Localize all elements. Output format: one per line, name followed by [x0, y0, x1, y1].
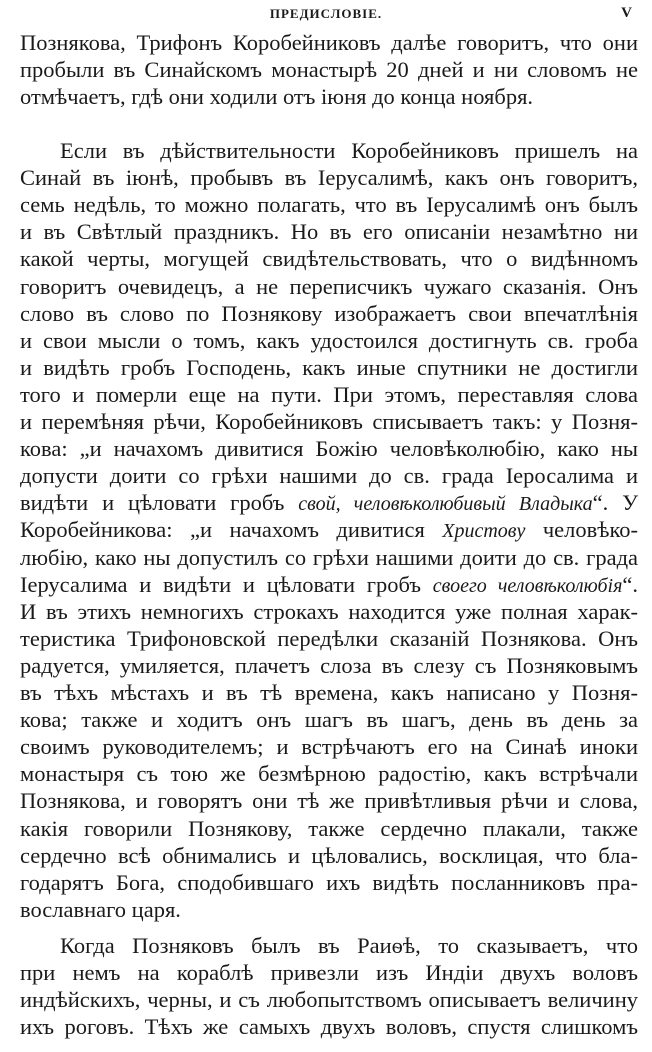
- italic-quote: своего человѣколюбія: [432, 574, 623, 597]
- text-line: Іерусалима и видѣти и цѣловати гробъ своего человѣколюбія“.: [20, 571, 638, 597]
- text-line: И въ этихъ немногихъ строкахъ находится уже полная харак-: [20, 598, 638, 624]
- text-line: своимъ руководителемъ; и встрѣчаютъ его на Синаѣ иноки: [20, 734, 638, 760]
- text-line: монастыря съ тою же безмѣрною радостію, какъ встрѣчали: [20, 761, 638, 787]
- text-line: Синай въ іюнѣ, пробывъ въ Іерусалимѣ, какъ онъ говоритъ,: [20, 165, 638, 191]
- text-line: Познякова, и говорятъ они тѣ же привѣтливыя рѣчи и слова,: [20, 788, 638, 814]
- text-line: и перемѣняя рѣчи, Коробейниковъ списываетъ такъ: у Позня-: [20, 409, 638, 434]
- text-line: Если въ дѣйствительности Коробейниковъ пришелъ на: [60, 138, 638, 163]
- text-line: говоритъ очевидецъ, а не переписчикъ чужаго сказанія. Онъ: [20, 273, 638, 299]
- text-line: теристика Трифоновской передѣлки сказаній Познякова. Онъ: [20, 625, 638, 651]
- text-line: кова: „и начахомъ дивитися Божію человѣколюбію, како ны: [20, 436, 638, 462]
- page-number: V: [621, 5, 632, 21]
- text-line: и свои мысли о томъ, какъ удостоился достигнуть св. гроба: [20, 327, 638, 353]
- text-line: того и померли еще на пути. При этомъ, переставляя слова: [20, 381, 638, 407]
- header-title: ПРЕДИСЛОВІЕ.: [269, 6, 383, 21]
- text-line: радуется, умиляется, плачетъ слоза въ слезу съ Позняковымъ: [20, 652, 638, 678]
- italic-quote: Христову: [442, 520, 526, 543]
- text-line: Когда Позняковъ былъ въ Раиѳѣ, то сказываетъ, что: [60, 933, 638, 958]
- text-line: какой черты, могущей свидѣтельствовать, что о видѣнномъ: [20, 246, 638, 272]
- text-line: при немъ на кораблѣ привезли изъ Индіи двухъ воловъ: [20, 960, 638, 986]
- text-line: кова; также и ходитъ онъ шагъ въ шагъ, день въ день за: [20, 707, 638, 733]
- text-line: любію, како ны допустилъ со грѣхи нашими доити до св. града: [20, 544, 638, 570]
- italic-quote: свой, человѣколюбивый Владыка: [298, 493, 593, 516]
- text-line: и видѣть гробъ Господень, какъ иные спутники не достигли: [20, 354, 638, 380]
- text-line: и въ Свѣтлый праздникъ. Но въ его описаніи незамѣтно ни: [20, 219, 638, 245]
- text-line: вославнаго царя.: [20, 896, 181, 922]
- text-line: видѣти и цѣловати гробъ свой, человѣколюбивый Владыка“. У: [20, 490, 638, 516]
- text-line: индѣйскихъ, черны, и съ любопытствомъ описываетъ величину: [20, 987, 638, 1013]
- text-line: допусти доити со грѣхи нашими до св. града Іеросалима и: [20, 463, 638, 489]
- text-line: слово въ слово по Познякову изображаетъ свои впечатлѣнія: [20, 300, 638, 326]
- text-line: сердечно всѣ обнимались и цѣловались, восклицая, что бла-: [20, 842, 638, 868]
- text-line: Познякова, Трифонъ Коробейниковъ далѣе говоритъ, что они: [20, 30, 638, 55]
- text-line: пробыли въ Синайскомъ монастырѣ 20 дней и ни словомъ не: [20, 57, 638, 83]
- text-line: годарятъ Бога, сподобившаго ихъ видѣть посланниковъ пра-: [20, 869, 638, 895]
- text-line: какія говорили Познякову, также сердечно плакали, также: [20, 815, 638, 841]
- text-line: отмѣчаетъ, гдѣ они ходили отъ іюня до конца ноября.: [20, 84, 534, 110]
- text-line: Коробейникова: „и начахомъ дивитися Христову человѣко-: [20, 517, 638, 543]
- text-line: въ тѣхъ мѣстахъ и въ тѣ времена, какъ написано у Позня-: [20, 680, 638, 705]
- text-line: семь недѣль, то можно полагать, что въ Іерусалимѣ онъ былъ: [20, 192, 638, 218]
- text-line: ихъ роговъ. Тѣхъ же самыхъ двухъ воловъ, спустя слишкомъ: [20, 1014, 638, 1040]
